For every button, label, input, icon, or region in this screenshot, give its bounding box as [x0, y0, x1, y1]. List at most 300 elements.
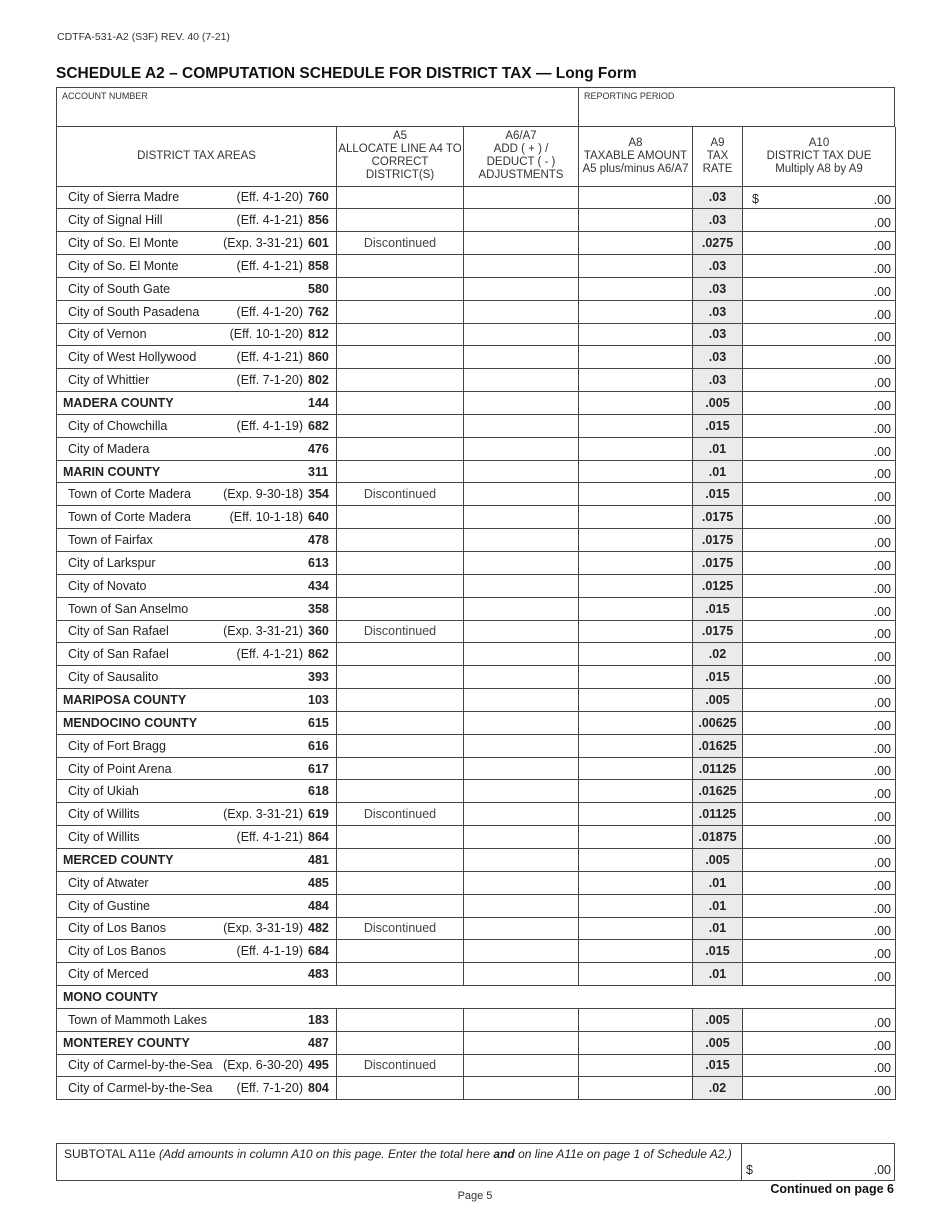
a5-allocate-input[interactable]	[337, 597, 464, 620]
tax-due-amount: .00	[873, 1061, 891, 1076]
district-area-cell	[57, 643, 337, 666]
a9-tax-rate: .0175	[693, 620, 743, 643]
a10-tax-due-input[interactable]	[743, 460, 896, 483]
a5-allocate-input: Discontinued	[337, 620, 464, 643]
district-code: 617	[308, 761, 329, 776]
district-name: City of San Rafael	[68, 624, 169, 639]
district-area-cell	[57, 1031, 337, 1054]
district-code: 812	[308, 327, 329, 342]
district-name: MARIPOSA COUNTY	[63, 692, 187, 707]
a5-allocate-input[interactable]	[337, 300, 464, 323]
a8-taxable-amount-input[interactable]	[579, 963, 693, 986]
a9-tax-rate	[693, 986, 743, 1009]
district-area-cell	[57, 597, 337, 620]
district-name: City of So. El Monte	[68, 236, 179, 251]
a5-allocate-input[interactable]	[337, 414, 464, 437]
table-row	[57, 346, 896, 369]
table-row	[57, 780, 896, 803]
table-row	[57, 574, 896, 597]
a6-a7-adjustment-input[interactable]	[464, 277, 579, 300]
tax-due-amount: .00	[873, 421, 891, 436]
a6-a7-adjustment-input[interactable]	[464, 711, 579, 734]
district-code: 485	[308, 875, 329, 890]
a10-tax-due-input[interactable]	[743, 803, 896, 826]
a8-taxable-amount-input[interactable]	[579, 894, 693, 917]
a10-tax-due-input[interactable]	[743, 277, 896, 300]
district-area-cell	[57, 963, 337, 986]
a6-a7-adjustment-input[interactable]	[464, 643, 579, 666]
tax-due-amount: .00	[873, 239, 891, 254]
a8-taxable-amount-input[interactable]	[579, 574, 693, 597]
a10-tax-due-input[interactable]	[743, 1054, 896, 1077]
a6-a7-adjustment-input	[464, 986, 579, 1009]
a5-allocate-input[interactable]	[337, 437, 464, 460]
district-code: 862	[308, 647, 329, 662]
a10-tax-due-input[interactable]	[743, 711, 896, 734]
a6-a7-adjustment-input[interactable]	[464, 346, 579, 369]
a8-taxable-amount-input[interactable]	[579, 346, 693, 369]
a5-allocate-input[interactable]	[337, 848, 464, 871]
a6-a7-adjustment-input[interactable]	[464, 894, 579, 917]
district-area-cell	[57, 506, 337, 529]
a9-tax-rate: .01	[693, 871, 743, 894]
a5-allocate-input[interactable]	[337, 940, 464, 963]
district-area-cell	[57, 323, 337, 346]
district-name: City of Chowchilla	[68, 418, 168, 433]
district-area-cell	[57, 757, 337, 780]
a8-taxable-amount-input[interactable]	[579, 437, 693, 460]
a5-allocate-input[interactable]	[337, 1008, 464, 1031]
subtotal-box	[56, 1143, 895, 1181]
a8-taxable-amount-input[interactable]	[579, 666, 693, 689]
district-code: 802	[308, 373, 329, 388]
a8-taxable-amount-input[interactable]	[579, 186, 693, 209]
a6-a7-adjustment-input[interactable]	[464, 232, 579, 255]
a10-tax-due-input[interactable]	[743, 871, 896, 894]
a8-taxable-amount-input[interactable]	[579, 597, 693, 620]
district-name: City of Ukiah	[68, 784, 139, 799]
a10-tax-due-input[interactable]	[743, 209, 896, 232]
a6-a7-adjustment-input[interactable]	[464, 186, 579, 209]
district-area-cell	[57, 346, 337, 369]
district-area-cell	[57, 552, 337, 575]
a5-allocate-input: Discontinued	[337, 232, 464, 255]
district-name: City of Point Arena	[68, 761, 172, 776]
district-code: 103	[308, 692, 329, 707]
a9-tax-rate: .03	[693, 186, 743, 209]
a5-allocate-input[interactable]	[337, 552, 464, 575]
table-row	[57, 414, 896, 437]
a5-allocate-input[interactable]	[337, 277, 464, 300]
a10-tax-due-input[interactable]	[743, 414, 896, 437]
a10-tax-due-input[interactable]	[743, 734, 896, 757]
a9-tax-rate: .03	[693, 369, 743, 392]
a8-taxable-amount-input[interactable]	[579, 871, 693, 894]
a8-taxable-amount-input[interactable]	[579, 917, 693, 940]
a6-a7-adjustment-input[interactable]	[464, 803, 579, 826]
a6-a7-adjustment-input[interactable]	[464, 369, 579, 392]
a10-tax-due-input[interactable]	[743, 232, 896, 255]
a5-allocate-input[interactable]	[337, 894, 464, 917]
a6-a7-adjustment-input[interactable]	[464, 666, 579, 689]
header-district-tax-areas: DISTRICT TAX AREAS	[57, 127, 337, 186]
account-number-field[interactable]	[57, 88, 579, 126]
a10-tax-due-input[interactable]	[743, 300, 896, 323]
a8-taxable-amount-input[interactable]	[579, 1077, 693, 1100]
a10-tax-due-input[interactable]	[743, 255, 896, 278]
county-row	[57, 392, 896, 415]
table-row	[57, 643, 896, 666]
district-area-cell	[57, 255, 337, 278]
a6-a7-adjustment-input[interactable]	[464, 1054, 579, 1077]
a5-allocate-input[interactable]	[337, 666, 464, 689]
a8-taxable-amount-input[interactable]	[579, 232, 693, 255]
effective-date: (Eff. 10-1-20)	[229, 327, 303, 342]
a5-allocate-input[interactable]	[337, 460, 464, 483]
effective-date: (Exp. 3-31-19)	[223, 921, 303, 936]
a9-tax-rate: .03	[693, 346, 743, 369]
district-name: City of South Pasadena	[68, 304, 200, 319]
a8-taxable-amount-input[interactable]	[579, 277, 693, 300]
tax-due-amount: .00	[873, 627, 891, 642]
district-code: 615	[308, 715, 329, 730]
district-code: 495	[308, 1058, 329, 1073]
a6-a7-adjustment-input[interactable]	[464, 437, 579, 460]
tax-due-amount: .00	[873, 307, 891, 322]
tax-due-amount: .00	[873, 193, 891, 208]
district-name: City of Vernon	[68, 327, 147, 342]
a5-allocate-input: Discontinued	[337, 803, 464, 826]
subtotal-dollar-sign: $	[746, 1163, 753, 1177]
district-name: MONTEREY COUNTY	[63, 1035, 190, 1050]
a10-tax-due-input[interactable]	[743, 529, 896, 552]
district-area-cell	[57, 917, 337, 940]
a5-allocate-input	[337, 986, 464, 1009]
district-code: 613	[308, 555, 329, 570]
district-code: 482	[308, 921, 329, 936]
a9-tax-rate: .005	[693, 689, 743, 712]
a10-tax-due-input[interactable]	[743, 323, 896, 346]
a9-tax-rate: .01625	[693, 780, 743, 803]
district-code: 804	[308, 1081, 329, 1096]
a5-allocate-input: Discontinued	[337, 917, 464, 940]
table-row	[57, 255, 896, 278]
a8-taxable-amount-input[interactable]	[579, 209, 693, 232]
table-row	[57, 620, 896, 643]
page-number: Page 5	[457, 1190, 493, 1202]
effective-date: (Eff. 7-1-20)	[236, 373, 303, 388]
header-a9: A9 TAX RATE	[693, 127, 743, 186]
tax-due-amount: .00	[873, 353, 891, 368]
a5-allocate-input[interactable]	[337, 871, 464, 894]
a5-allocate-input[interactable]	[337, 209, 464, 232]
a5-allocate-input[interactable]	[337, 369, 464, 392]
effective-date: (Exp. 6-30-20)	[223, 1058, 303, 1073]
district-code: 183	[308, 1012, 329, 1027]
district-area-cell	[57, 1054, 337, 1077]
a9-tax-rate: .005	[693, 1031, 743, 1054]
district-name: MENDOCINO COUNTY	[63, 715, 198, 730]
district-name: City of Larkspur	[68, 555, 156, 570]
a5-allocate-input: Discontinued	[337, 483, 464, 506]
a8-taxable-amount-input[interactable]	[579, 1031, 693, 1054]
a9-tax-rate: .01	[693, 460, 743, 483]
effective-date: (Eff. 4-1-21)	[236, 258, 303, 273]
a6-a7-adjustment-input[interactable]	[464, 1031, 579, 1054]
a6-a7-adjustment-input[interactable]	[464, 917, 579, 940]
effective-date: (Eff. 4-1-21)	[236, 830, 303, 845]
a10-tax-due-input[interactable]	[743, 437, 896, 460]
a8-taxable-amount-input[interactable]	[579, 392, 693, 415]
district-area-cell	[57, 1077, 337, 1100]
a10-tax-due-input[interactable]	[743, 552, 896, 575]
a6-a7-adjustment-input[interactable]	[464, 689, 579, 712]
a9-tax-rate: .00625	[693, 711, 743, 734]
district-name: Town of Fairfax	[68, 533, 153, 548]
a10-tax-due-input[interactable]	[743, 848, 896, 871]
a6-a7-adjustment-input[interactable]	[464, 734, 579, 757]
a10-tax-due-input[interactable]	[743, 1077, 896, 1100]
a6-a7-adjustment-input[interactable]	[464, 826, 579, 849]
a10-tax-due-input[interactable]	[743, 483, 896, 506]
a9-tax-rate: .03	[693, 323, 743, 346]
a10-tax-due-input[interactable]	[743, 620, 896, 643]
a8-taxable-amount-input[interactable]	[579, 460, 693, 483]
reporting-period-field[interactable]	[579, 88, 894, 126]
district-area-cell	[57, 483, 337, 506]
district-area-cell	[57, 734, 337, 757]
a10-tax-due-input[interactable]	[743, 666, 896, 689]
a6-a7-adjustment-input[interactable]	[464, 209, 579, 232]
tax-due-amount: .00	[873, 330, 891, 345]
district-name: Town of Corte Madera	[68, 487, 191, 502]
schedule-sheet	[56, 87, 895, 1100]
a5-allocate-input[interactable]	[337, 780, 464, 803]
a9-tax-rate: .02	[693, 643, 743, 666]
a8-taxable-amount-input[interactable]	[579, 1054, 693, 1077]
a6-a7-adjustment-input[interactable]	[464, 323, 579, 346]
a8-taxable-amount-input[interactable]	[579, 689, 693, 712]
a10-tax-due-input[interactable]	[743, 894, 896, 917]
a6-a7-adjustment-input[interactable]	[464, 940, 579, 963]
table-row	[57, 437, 896, 460]
a6-a7-adjustment-input[interactable]	[464, 552, 579, 575]
a8-taxable-amount-input[interactable]	[579, 483, 693, 506]
a6-a7-adjustment-input[interactable]	[464, 1077, 579, 1100]
table-row	[57, 369, 896, 392]
tax-due-amount: .00	[873, 878, 891, 893]
effective-date: (Eff. 4-1-21)	[236, 213, 303, 228]
a6-a7-adjustment-input[interactable]	[464, 529, 579, 552]
a8-taxable-amount-input[interactable]	[579, 529, 693, 552]
a9-tax-rate: .01	[693, 917, 743, 940]
a6-a7-adjustment-input[interactable]	[464, 848, 579, 871]
a8-taxable-amount-input[interactable]	[579, 620, 693, 643]
a10-tax-due-input[interactable]	[743, 963, 896, 986]
effective-date: (Exp. 3-31-21)	[223, 624, 303, 639]
table-body	[57, 186, 896, 1100]
a8-taxable-amount-input[interactable]	[579, 300, 693, 323]
tax-due-amount: .00	[873, 376, 891, 391]
a10-tax-due-input[interactable]	[743, 574, 896, 597]
a5-allocate-input[interactable]	[337, 689, 464, 712]
a10-tax-due-input[interactable]	[743, 780, 896, 803]
a6-a7-adjustment-input[interactable]	[464, 255, 579, 278]
a6-a7-adjustment-input[interactable]	[464, 1008, 579, 1031]
a8-taxable-amount-input[interactable]	[579, 414, 693, 437]
a8-taxable-amount-input[interactable]	[579, 780, 693, 803]
a5-allocate-input[interactable]	[337, 1077, 464, 1100]
effective-date: (Eff. 10-1-18)	[229, 510, 303, 525]
district-name: City of Carmel-by-the-Sea	[68, 1058, 213, 1073]
county-row	[57, 711, 896, 734]
a6-a7-adjustment-input[interactable]	[464, 460, 579, 483]
a9-tax-rate: .005	[693, 392, 743, 415]
a5-allocate-input[interactable]	[337, 1031, 464, 1054]
a8-taxable-amount-input[interactable]	[579, 711, 693, 734]
a10-tax-due-input[interactable]	[743, 643, 896, 666]
a10-tax-due-input[interactable]	[743, 940, 896, 963]
a10-tax-due-input[interactable]	[743, 506, 896, 529]
district-name: City of Los Banos	[68, 921, 166, 936]
table-row	[57, 894, 896, 917]
district-name: City of Sierra Madre	[68, 190, 180, 205]
district-name: Town of Mammoth Lakes	[68, 1012, 207, 1027]
a6-a7-adjustment-input[interactable]	[464, 620, 579, 643]
a8-taxable-amount-input	[579, 986, 693, 1009]
district-name: City of Whittier	[68, 373, 150, 388]
a10-tax-due-input[interactable]	[743, 392, 896, 415]
a5-allocate-input[interactable]	[337, 392, 464, 415]
a6-a7-adjustment-input[interactable]	[464, 483, 579, 506]
effective-date: (Exp. 9-30-18)	[223, 487, 303, 502]
subtotal-description: SUBTOTAL A11e (Add amounts in column A10 on this page. Enter the total here and on line A11e on page 1 of Schedule A2.)	[57, 1144, 742, 1180]
district-name: City of Merced	[68, 967, 149, 982]
tax-due-amount: .00	[873, 673, 891, 688]
a8-taxable-amount-input[interactable]	[579, 643, 693, 666]
a8-taxable-amount-input[interactable]	[579, 323, 693, 346]
district-name: City of West Hollywood	[68, 350, 197, 365]
a5-allocate-input[interactable]	[337, 506, 464, 529]
a10-tax-due-input[interactable]	[743, 186, 896, 209]
a8-taxable-amount-input[interactable]	[579, 734, 693, 757]
a5-allocate-input[interactable]	[337, 529, 464, 552]
county-row	[57, 848, 896, 871]
a5-allocate-input[interactable]	[337, 186, 464, 209]
district-area-cell	[57, 460, 337, 483]
a10-tax-due-input[interactable]	[743, 917, 896, 940]
district-code: 760	[308, 190, 329, 205]
a8-taxable-amount-input[interactable]	[579, 757, 693, 780]
a10-tax-due-input[interactable]	[743, 689, 896, 712]
county-row	[57, 689, 896, 712]
district-area-cell	[57, 689, 337, 712]
a6-a7-adjustment-input[interactable]	[464, 757, 579, 780]
district-code: 481	[308, 852, 329, 867]
a6-a7-adjustment-input[interactable]	[464, 574, 579, 597]
a5-allocate-input[interactable]	[337, 734, 464, 757]
a5-allocate-input[interactable]	[337, 711, 464, 734]
a10-tax-due-input[interactable]	[743, 1031, 896, 1054]
district-name: MONO COUNTY	[63, 989, 159, 1004]
a5-allocate-input[interactable]	[337, 255, 464, 278]
table-row	[57, 1008, 896, 1031]
a6-a7-adjustment-input[interactable]	[464, 414, 579, 437]
a9-tax-rate: .02	[693, 1077, 743, 1100]
district-name: City of Atwater	[68, 875, 149, 890]
a8-taxable-amount-input[interactable]	[579, 826, 693, 849]
a5-allocate-input[interactable]	[337, 574, 464, 597]
a6-a7-adjustment-input[interactable]	[464, 392, 579, 415]
a5-allocate-input[interactable]	[337, 757, 464, 780]
a8-taxable-amount-input[interactable]	[579, 255, 693, 278]
tax-due-amount: .00	[873, 398, 891, 413]
a10-tax-due-input[interactable]	[743, 597, 896, 620]
district-area-cell	[57, 780, 337, 803]
a5-allocate-input[interactable]	[337, 963, 464, 986]
tax-due-amount: .00	[873, 901, 891, 916]
subtotal-amount-field[interactable]	[742, 1144, 894, 1180]
a8-taxable-amount-input[interactable]	[579, 369, 693, 392]
a5-allocate-input[interactable]	[337, 643, 464, 666]
tax-due-amount: .00	[873, 513, 891, 528]
a10-tax-due-input[interactable]	[743, 346, 896, 369]
a9-tax-rate: .015	[693, 414, 743, 437]
a9-tax-rate: .0175	[693, 506, 743, 529]
a9-tax-rate: .01	[693, 894, 743, 917]
district-area-cell	[57, 871, 337, 894]
a10-tax-due-input[interactable]	[743, 826, 896, 849]
tax-due-amount: .00	[873, 787, 891, 802]
a5-allocate-input[interactable]	[337, 826, 464, 849]
table-row	[57, 871, 896, 894]
a8-taxable-amount-input[interactable]	[579, 506, 693, 529]
district-code: 856	[308, 213, 329, 228]
a6-a7-adjustment-input[interactable]	[464, 963, 579, 986]
a6-a7-adjustment-input[interactable]	[464, 597, 579, 620]
a8-taxable-amount-input[interactable]	[579, 803, 693, 826]
tax-due-amount: .00	[873, 558, 891, 573]
tax-due-amount: .00	[873, 490, 891, 505]
district-area-cell	[57, 437, 337, 460]
a10-tax-due-input[interactable]	[743, 757, 896, 780]
a5-allocate-input[interactable]	[337, 323, 464, 346]
a9-tax-rate: .01875	[693, 826, 743, 849]
a10-tax-due-input[interactable]	[743, 369, 896, 392]
district-name: City of Willits	[68, 830, 140, 845]
district-area-cell	[57, 711, 337, 734]
district-area-cell	[57, 186, 337, 209]
a10-tax-due-input[interactable]	[743, 1008, 896, 1031]
dollar-sign: $	[752, 191, 759, 206]
a6-a7-adjustment-input[interactable]	[464, 300, 579, 323]
a8-taxable-amount-input[interactable]	[579, 940, 693, 963]
a6-a7-adjustment-input[interactable]	[464, 871, 579, 894]
table-row	[57, 734, 896, 757]
a8-taxable-amount-input[interactable]	[579, 1008, 693, 1031]
district-area-cell	[57, 666, 337, 689]
a6-a7-adjustment-input[interactable]	[464, 780, 579, 803]
tax-due-amount: .00	[873, 581, 891, 596]
effective-date: (Eff. 4-1-21)	[236, 647, 303, 662]
a5-allocate-input[interactable]	[337, 346, 464, 369]
table-row	[57, 300, 896, 323]
page-title	[56, 65, 637, 83]
tax-due-amount: .00	[873, 1038, 891, 1053]
a6-a7-adjustment-input[interactable]	[464, 506, 579, 529]
a8-taxable-amount-input[interactable]	[579, 848, 693, 871]
a8-taxable-amount-input[interactable]	[579, 552, 693, 575]
